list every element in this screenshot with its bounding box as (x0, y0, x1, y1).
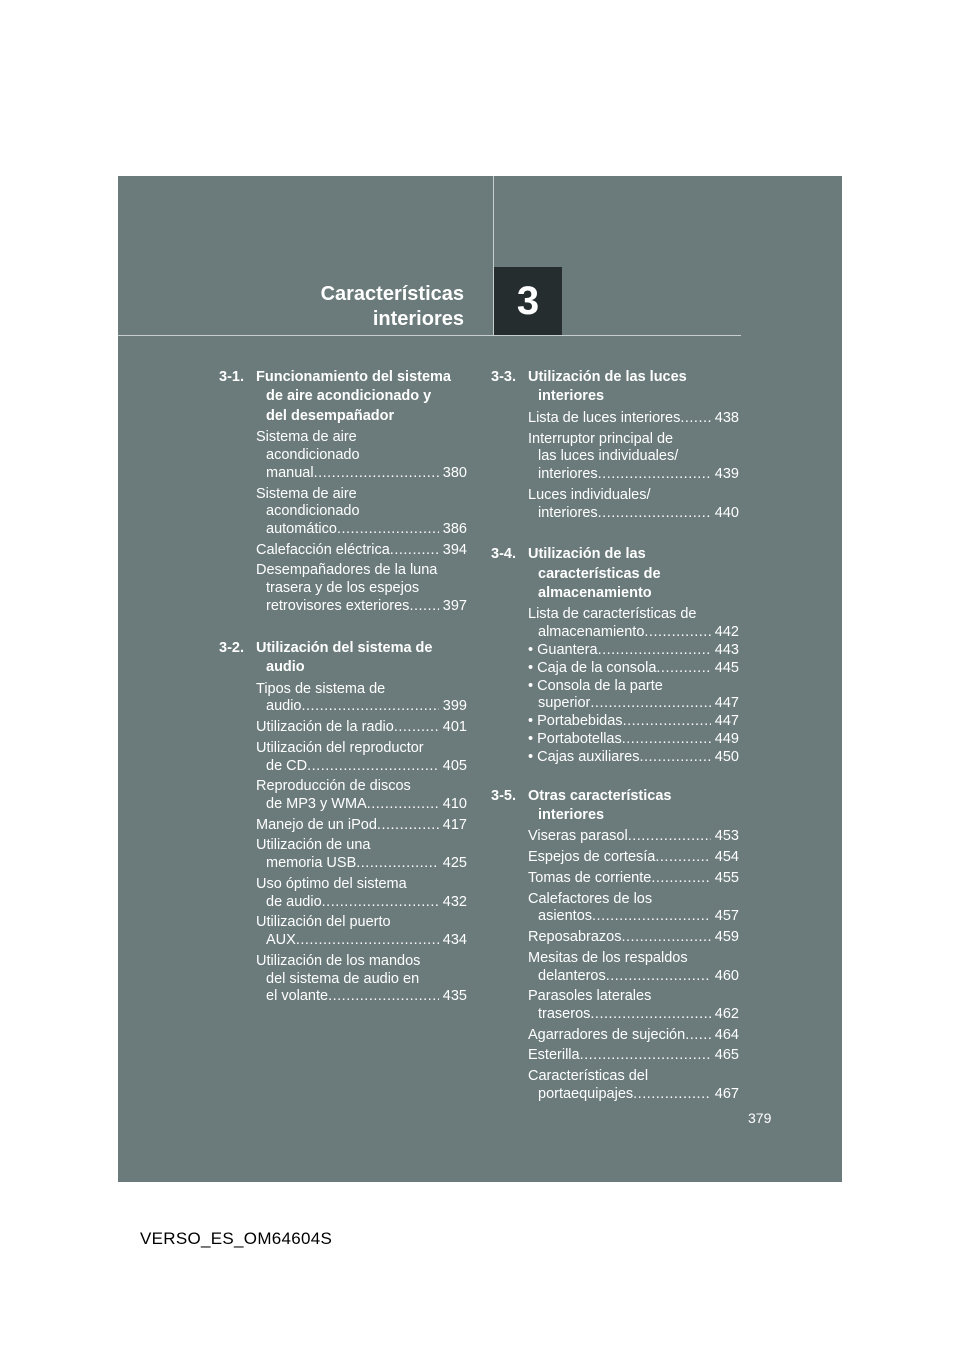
toc-entry (528, 431, 739, 484)
entry-leader-line (256, 988, 467, 1006)
section-title (256, 368, 467, 426)
toc-entry (528, 660, 739, 678)
toc-entry (528, 1047, 739, 1065)
entry-text-line: • Portabebidas (528, 713, 623, 730)
toc-section (219, 639, 467, 1006)
dot-leader (301, 698, 438, 716)
entry-text-line: acondicionado (266, 447, 360, 464)
toc-column-right (491, 368, 739, 1107)
entry-text-line: Utilización de los mandos (256, 952, 421, 969)
entry-text-line: Desempañadores de la luna (256, 562, 438, 579)
entry-text-line: Sistema de aire (256, 485, 357, 502)
toc-entry (528, 749, 739, 767)
section-title (528, 545, 739, 603)
entry-leader-line (528, 828, 739, 846)
entry-leader-line (256, 542, 467, 560)
toc-entry (528, 929, 739, 947)
entry-text-line: las luces individuales/ (538, 448, 679, 465)
entry-page-number: 443 (714, 642, 739, 659)
entry-text-line: Tipos de sistema de (256, 680, 386, 697)
entry-text-line: Tomas de corriente (528, 869, 652, 886)
toc-entry (256, 562, 467, 615)
dot-leader (628, 828, 711, 846)
entry-text-line: Interruptor principal de (528, 430, 674, 447)
section-heading (219, 639, 467, 678)
dot-leader (337, 521, 439, 539)
entry-leader-line (256, 698, 467, 716)
toc-entry (256, 486, 467, 539)
entry-leader-line (528, 660, 739, 678)
entry-text-line: • Cajas auxiliares (528, 748, 640, 765)
section-title-line: interiores (538, 388, 605, 405)
dot-leader (622, 929, 711, 947)
section-title (528, 787, 739, 826)
dot-leader (314, 465, 439, 483)
section-gap (491, 767, 739, 787)
section-heading (491, 787, 739, 826)
entry-text-line: superior (538, 695, 591, 712)
section-title-line: interiores (538, 807, 605, 824)
toc-entry (528, 642, 739, 660)
entry-page-number: 454 (714, 849, 739, 866)
entry-page-number: 440 (714, 504, 739, 521)
entry-text-line: Reproducción de discos (256, 778, 411, 795)
toc-entry (528, 950, 739, 986)
section-number: 3-4. (491, 546, 516, 563)
entry-text-line: Manejo de un iPod (256, 816, 377, 833)
entry-leader-line (528, 624, 739, 642)
section-heading (491, 545, 739, 603)
entry-page-number: 434 (442, 932, 467, 949)
toc-entry (256, 719, 467, 737)
dot-leader (598, 642, 711, 660)
entry-page-number: 462 (714, 1005, 739, 1022)
entry-page-number: 465 (714, 1047, 739, 1064)
section-title-line: de aire acondicionado y (266, 388, 432, 405)
entry-leader-line (528, 1086, 739, 1104)
entry-page-number: 450 (714, 748, 739, 765)
section-heading (219, 368, 467, 426)
dot-leader (296, 932, 439, 950)
section-title-line: Utilización de las luces (528, 369, 687, 385)
entry-text-line: portaequipajes (538, 1085, 634, 1102)
dot-leader (409, 598, 438, 616)
entry-leader-line (528, 410, 739, 428)
entry-page-number: 410 (442, 796, 467, 813)
entry-page-number: 464 (714, 1026, 739, 1043)
entry-page-number: 435 (442, 988, 467, 1005)
section-number: 3-3. (491, 369, 516, 385)
dot-leader (680, 410, 710, 428)
entry-text-line: acondicionado (266, 503, 360, 520)
section-title-line: Otras características (528, 787, 672, 804)
entry-text-line: Luces individuales/ (528, 486, 651, 503)
entry-page-number: 453 (714, 828, 739, 845)
entry-text-line: Esterilla (528, 1047, 580, 1064)
entry-page-number: 399 (442, 698, 467, 715)
entry-leader-line (528, 642, 739, 660)
section-entries (219, 429, 467, 616)
dot-leader (623, 713, 711, 731)
toc-entry (528, 713, 739, 731)
entry-text-line: interiores (538, 504, 598, 521)
chapter-number-box (494, 267, 562, 335)
page-number: 379 (748, 1110, 772, 1126)
entry-text-line: almacenamiento (538, 624, 645, 641)
entry-leader-line (528, 870, 739, 888)
chapter-title-line2: interiores (372, 308, 464, 330)
dot-leader (580, 1047, 711, 1065)
section-title-line: Funcionamiento del sistema (256, 369, 451, 385)
entry-text-line: Lista de luces interiores (528, 409, 681, 426)
entry-text-line: Lista de características de (528, 606, 697, 623)
toc-entry (528, 731, 739, 749)
entry-text-line: retrovisores exteriores (266, 598, 410, 615)
entry-leader-line (528, 929, 739, 947)
dot-leader (394, 719, 439, 737)
section-title-line: audio (266, 659, 305, 676)
section-title (528, 368, 739, 407)
dot-leader (639, 749, 710, 767)
section-title (256, 639, 467, 678)
toc-entry (256, 681, 467, 717)
toc-entry (256, 542, 467, 560)
dot-leader (622, 731, 711, 749)
entry-leader-line (528, 1027, 739, 1045)
entry-text-line: Viseras parasol (528, 828, 628, 845)
entry-text-line: el volante (266, 988, 329, 1005)
dot-leader (307, 758, 439, 776)
entry-leader-line (256, 894, 467, 912)
entry-text-line: automático (266, 521, 337, 538)
entry-page-number: 380 (442, 464, 467, 481)
dot-leader (656, 660, 710, 678)
toc-section (491, 368, 739, 522)
entry-leader-line (528, 466, 739, 484)
entry-text-line: Uso óptimo del sistema (256, 875, 407, 892)
section-title-line: almacenamiento (538, 585, 652, 602)
entry-page-number: 394 (442, 541, 467, 558)
entry-leader-line (256, 932, 467, 950)
entry-text-line: memoria USB (266, 855, 357, 872)
entry-page-number: 445 (714, 659, 739, 676)
entry-text-line: • Consola de la parte (528, 677, 663, 694)
entry-text-line: Calefactores de los (528, 890, 653, 907)
dot-leader (328, 988, 439, 1006)
toc-entry (528, 891, 739, 927)
entry-leader-line (528, 731, 739, 749)
toc-entry (256, 914, 467, 950)
toc-entry (528, 1027, 739, 1045)
entry-text-line: trasera y de los espejos (266, 580, 420, 597)
entry-text-line: audio (266, 698, 302, 715)
entry-leader-line (528, 908, 739, 926)
entry-text-line: Utilización de una (256, 837, 371, 854)
entry-page-number: 447 (714, 695, 739, 712)
entry-leader-line (256, 855, 467, 873)
toc-entry (256, 778, 467, 814)
dot-leader (606, 968, 711, 986)
toc-entry (256, 817, 467, 835)
toc-section (219, 368, 467, 616)
section-heading (491, 368, 739, 407)
document-code: VERSO_ES_OM64604S (140, 1229, 333, 1248)
entry-page-number: 386 (442, 521, 467, 538)
entry-leader-line (256, 521, 467, 539)
entry-page-number: 401 (442, 719, 467, 736)
entry-text-line: Sistema de aire (256, 429, 357, 446)
header-divider-horizontal (118, 335, 741, 336)
entry-leader-line (528, 505, 739, 523)
entry-page-number: 460 (714, 967, 739, 984)
entry-leader-line (528, 1006, 739, 1024)
section-entries (491, 606, 739, 766)
chapter-number: 3 (516, 279, 540, 323)
entry-text-line: Reposabrazos (528, 929, 622, 946)
entry-leader-line (256, 465, 467, 483)
dot-leader (592, 908, 711, 926)
toc-entry (528, 1068, 739, 1104)
entry-text-line: de CD (266, 757, 308, 774)
toc-entry (528, 870, 739, 888)
entry-page-number: 459 (714, 929, 739, 946)
dot-leader (655, 849, 710, 867)
dot-leader (633, 1086, 711, 1104)
section-gap (491, 525, 739, 545)
dot-leader (651, 870, 710, 888)
dot-leader (590, 1006, 710, 1024)
entry-page-number: 442 (714, 624, 739, 641)
dot-leader (390, 542, 439, 560)
toc-entry (528, 678, 739, 714)
entry-text-line: asientos (538, 908, 593, 925)
chapter-title-line1: Características (320, 283, 464, 305)
dot-leader (356, 855, 439, 873)
entry-text-line: Calefacción eléctrica (256, 541, 390, 558)
entry-text-line: de audio (266, 893, 322, 910)
entry-text-line: manual (266, 464, 314, 481)
entry-leader-line (256, 758, 467, 776)
entry-text-line: interiores (538, 466, 598, 483)
entry-page-number: 405 (442, 757, 467, 774)
entry-page-number: 439 (714, 466, 739, 483)
entry-text-line: de MP3 y WMA (266, 796, 367, 813)
toc-entry (528, 828, 739, 846)
section-title-line: características de (538, 565, 661, 582)
entry-text-line: Utilización de la radio (256, 719, 394, 736)
dot-leader (590, 695, 710, 713)
dot-leader (367, 796, 439, 814)
entry-leader-line (528, 695, 739, 713)
dot-leader (598, 505, 711, 523)
section-entries (491, 828, 739, 1103)
toc-entry (528, 606, 739, 642)
section-number: 3-1. (219, 369, 244, 385)
dot-leader (644, 624, 710, 642)
section-entries (491, 410, 739, 523)
toc-entry (528, 988, 739, 1024)
entry-text-line: Agarradores de sujeción (528, 1026, 686, 1043)
entry-page-number: 457 (714, 908, 739, 925)
entry-text-line: Utilización del reproductor (256, 739, 424, 756)
section-number: 3-2. (219, 639, 244, 656)
entry-leader-line (528, 849, 739, 867)
chapter-title (321, 282, 464, 332)
toc-entry (256, 429, 467, 482)
dot-leader (685, 1027, 711, 1045)
entry-text-line: AUX (266, 932, 296, 949)
toc-entry (256, 837, 467, 873)
entry-text-line: • Portabotellas (528, 731, 622, 748)
entry-page-number: 417 (442, 816, 467, 833)
entry-text-line: • Caja de la consola (528, 659, 657, 676)
entry-text-line: Parasoles laterales (528, 988, 652, 1005)
entry-text-line: del sistema de audio en (266, 970, 420, 987)
section-gap (219, 619, 467, 639)
dot-leader (322, 894, 439, 912)
toc-section (491, 787, 739, 1104)
section-title-line: del desempañador (266, 407, 395, 424)
entry-text-line: Mesitas de los respaldos (528, 949, 688, 966)
dot-leader (598, 466, 711, 484)
section-entries (219, 681, 467, 1007)
toc-entry (528, 487, 739, 523)
entry-page-number: 449 (714, 731, 739, 748)
toc-entry (256, 876, 467, 912)
toc-entry (528, 410, 739, 428)
toc-entry (256, 740, 467, 776)
entry-page-number: 438 (714, 409, 739, 426)
entry-leader-line (256, 719, 467, 737)
entry-page-number: 467 (714, 1085, 739, 1102)
entry-page-number: 447 (714, 713, 739, 730)
entry-leader-line (256, 796, 467, 814)
entry-leader-line (256, 817, 467, 835)
entry-page-number: 425 (442, 855, 467, 872)
entry-text-line: Espejos de cortesía (528, 849, 656, 866)
entry-leader-line (528, 968, 739, 986)
entry-text-line: • Guantera (528, 642, 598, 659)
entry-text-line: Utilización del puerto (256, 914, 391, 931)
entry-text-line: traseros (538, 1005, 591, 1022)
section-title-line: Utilización de las (528, 546, 646, 563)
entry-leader-line (256, 598, 467, 616)
entry-page-number: 397 (442, 598, 467, 615)
toc-entry (256, 953, 467, 1006)
section-number: 3-5. (491, 787, 516, 804)
dot-leader (377, 817, 439, 835)
entry-page-number: 455 (714, 869, 739, 886)
entry-text-line: Características del (528, 1068, 649, 1085)
toc-entry (528, 849, 739, 867)
entry-page-number: 432 (442, 893, 467, 910)
entry-text-line: delanteros (538, 967, 606, 984)
toc-section (491, 545, 739, 766)
entry-leader-line (528, 1047, 739, 1065)
section-title-line: Utilización del sistema de (256, 639, 433, 656)
toc-column-left (219, 368, 467, 1009)
entry-leader-line (528, 749, 739, 767)
entry-leader-line (528, 713, 739, 731)
